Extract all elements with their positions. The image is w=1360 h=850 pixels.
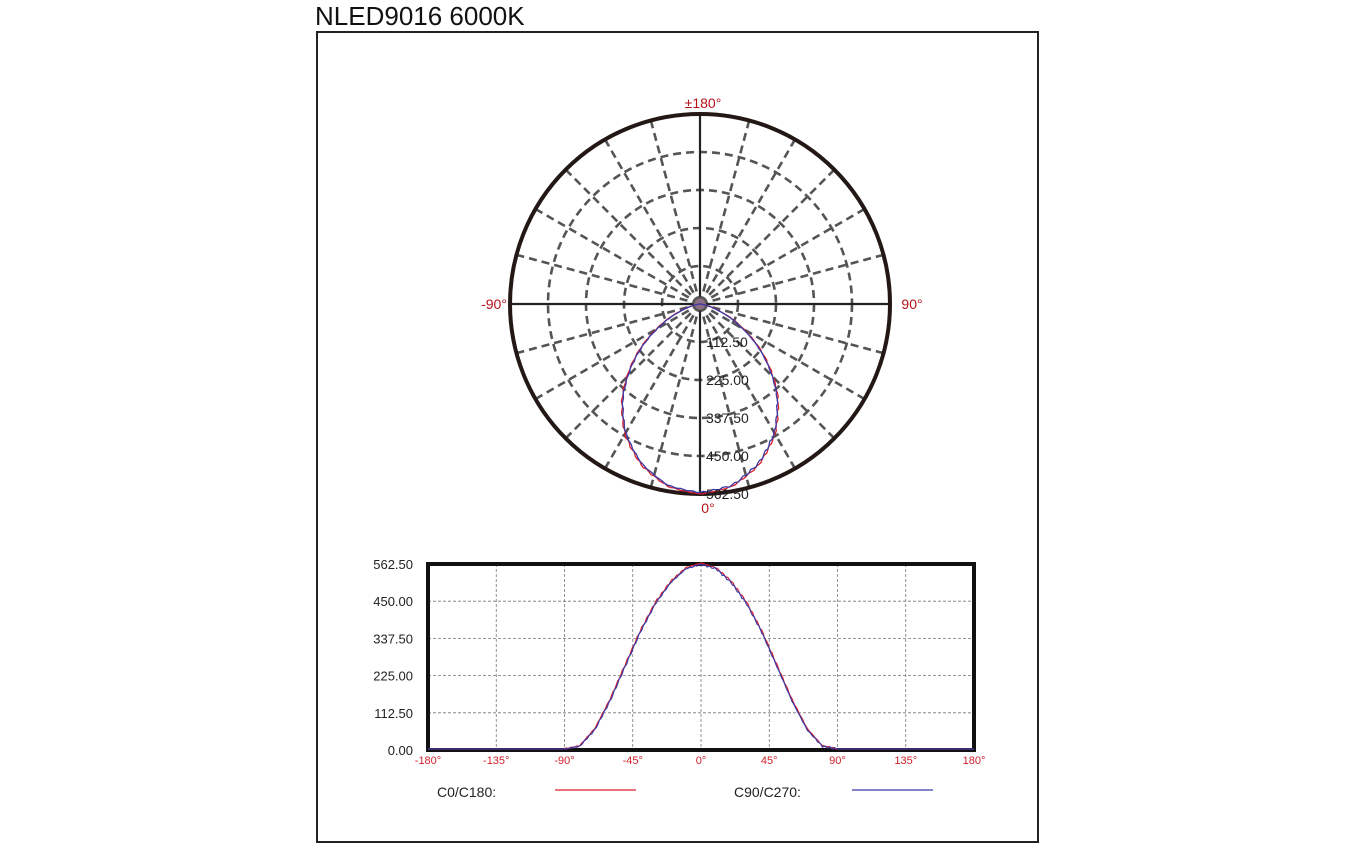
- polar-grid-spoke: [651, 304, 700, 488]
- line-x-tick-label: -135°: [483, 755, 510, 767]
- legend: [437, 784, 933, 800]
- polar-diagram: [481, 95, 923, 516]
- polar-angle-label-right: 90°: [901, 296, 923, 312]
- line-x-tick-label: -90°: [554, 755, 575, 767]
- polar-radial-label: 450.00: [706, 448, 749, 464]
- polar-radial-label: 562.50: [706, 486, 749, 502]
- polar-radial-label: 225.00: [706, 372, 749, 388]
- line-x-tick-label: 180°: [962, 755, 986, 767]
- line-x-tick-label: 45°: [760, 755, 778, 767]
- chart-title: NLED9016 6000K: [315, 1, 525, 31]
- polar-grid-spoke: [700, 120, 749, 304]
- line-x-tick-label: -180°: [414, 755, 442, 767]
- legend-label: C90/C270:: [734, 784, 801, 800]
- polar-grid-spoke: [535, 304, 700, 399]
- line-x-tick-label: 0°: [695, 755, 707, 767]
- line-x-tick-label: 90°: [829, 755, 846, 767]
- polar-angle-label-bottom: 0°: [701, 500, 715, 516]
- legend-label: C0/C180:: [437, 784, 497, 800]
- polar-radial-label: 112.50: [706, 334, 748, 350]
- line-x-tick-label: 135°: [894, 755, 918, 767]
- line-y-tick-label: 450.00: [373, 594, 413, 610]
- line-y-tick-label: 112.50: [374, 705, 413, 721]
- polar-angle-label-left: -90°: [481, 296, 507, 312]
- polar-angle-label-top: ±180°: [684, 95, 722, 111]
- linear-diagram: [373, 557, 985, 800]
- line-y-tick-label: 0.00: [387, 743, 413, 758]
- line-x-tick-label: -45°: [622, 755, 643, 767]
- polar-grid-spoke: [651, 120, 700, 304]
- line-y-tick-label: 337.50: [373, 631, 413, 647]
- polar-radial-label: 337.50: [706, 410, 749, 426]
- line-y-tick-label: 225.00: [373, 668, 413, 684]
- line-y-tick-label: 562.50: [373, 557, 413, 572]
